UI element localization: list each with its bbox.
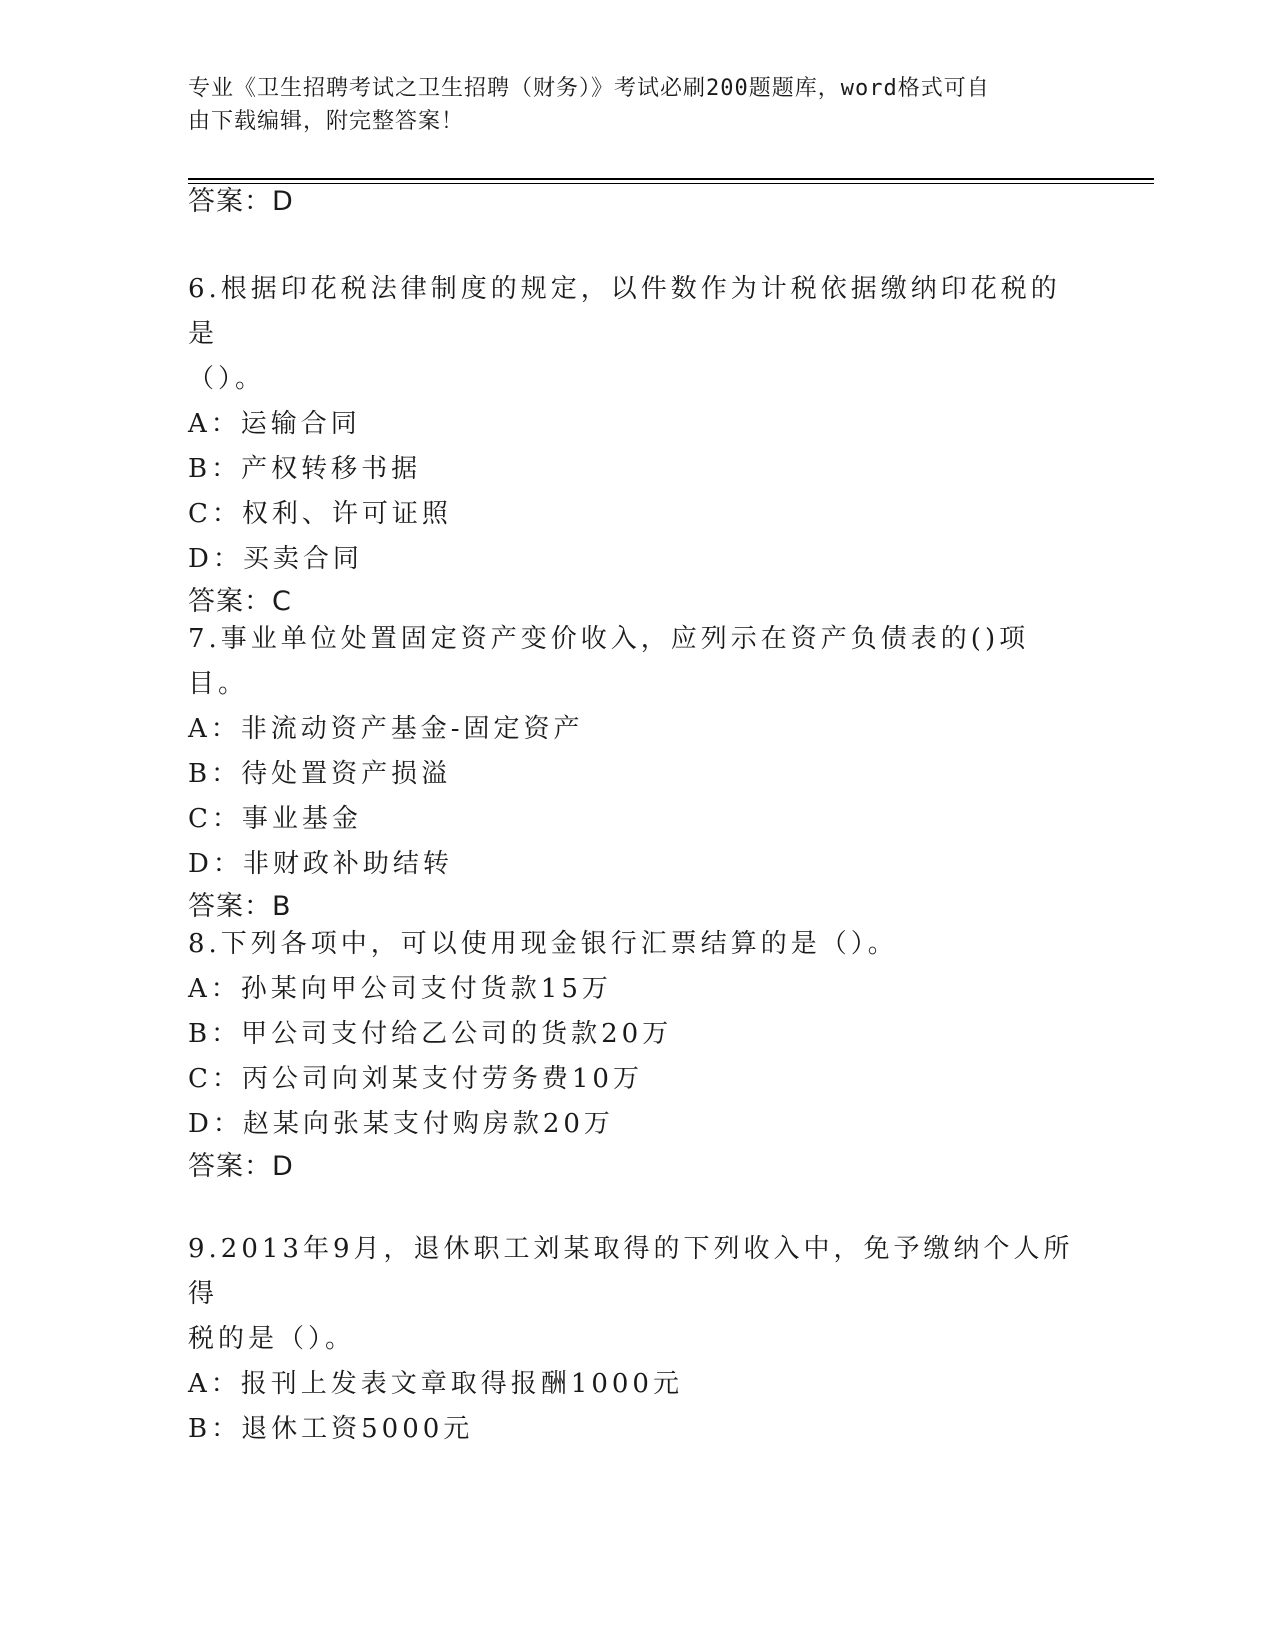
question-9 bbox=[188, 1227, 1088, 1452]
option-d: D：买卖合同 bbox=[188, 544, 363, 574]
question-text-line-1: 7.事业单位处置固定资产变价收入，应列示在资产负债表的()项目。 bbox=[188, 624, 1030, 699]
answer-q5: 答案：D bbox=[188, 186, 294, 217]
question-6 bbox=[188, 267, 1088, 622]
answer: 答案：D bbox=[188, 1151, 294, 1182]
question-text-line-2: （）。 bbox=[188, 364, 266, 394]
option-b: B：退休工资5000元 bbox=[188, 1414, 474, 1444]
option-a: A：孙某向甲公司支付货款15万 bbox=[188, 974, 612, 1004]
question-text-line-2: 税的是（）。 bbox=[188, 1324, 356, 1354]
answer: 答案：C bbox=[188, 586, 292, 617]
option-a: A：非流动资产基金-固定资产 bbox=[188, 714, 584, 744]
question-text-line-1: 8.下列各项中，可以使用现金银行汇票结算的是（）。 bbox=[188, 929, 898, 959]
option-b: B：产权转移书据 bbox=[188, 454, 422, 484]
option-a: A：报刊上发表文章取得报酬1000元 bbox=[188, 1369, 683, 1399]
option-d: D：赵某向张某支付购房款20万 bbox=[188, 1109, 614, 1139]
option-b: B：甲公司支付给乙公司的货款20万 bbox=[188, 1019, 673, 1049]
question-text-line-1: 9.2013年9月，退休职工刘某取得的下列收入中，免予缴纳个人所得 bbox=[188, 1234, 1074, 1309]
question-text-line-1: 6.根据印花税法律制度的规定，以件数作为计税依据缴纳印花税的是 bbox=[188, 274, 1061, 349]
header-line-1: 专业《卫生招聘考试之卫生招聘（财务）》考试必刷200题题库，word格式可自 bbox=[188, 76, 990, 101]
option-d: D：非财政补助结转 bbox=[188, 849, 453, 879]
option-c: C：事业基金 bbox=[188, 804, 362, 834]
document-header bbox=[188, 72, 1068, 138]
option-b: B：待处置资产损溢 bbox=[188, 759, 452, 789]
header-divider-thick bbox=[188, 178, 1154, 180]
question-8 bbox=[188, 922, 1088, 1187]
option-c: C：丙公司向刘某支付劳务费10万 bbox=[188, 1064, 643, 1094]
question-7 bbox=[188, 617, 1088, 927]
header-line-2: 由下载编辑，附完整答案！ bbox=[188, 109, 465, 134]
option-a: A：运输合同 bbox=[188, 409, 361, 439]
option-c: C：权利、许可证照 bbox=[188, 499, 452, 529]
answer: 答案：B bbox=[188, 891, 292, 922]
